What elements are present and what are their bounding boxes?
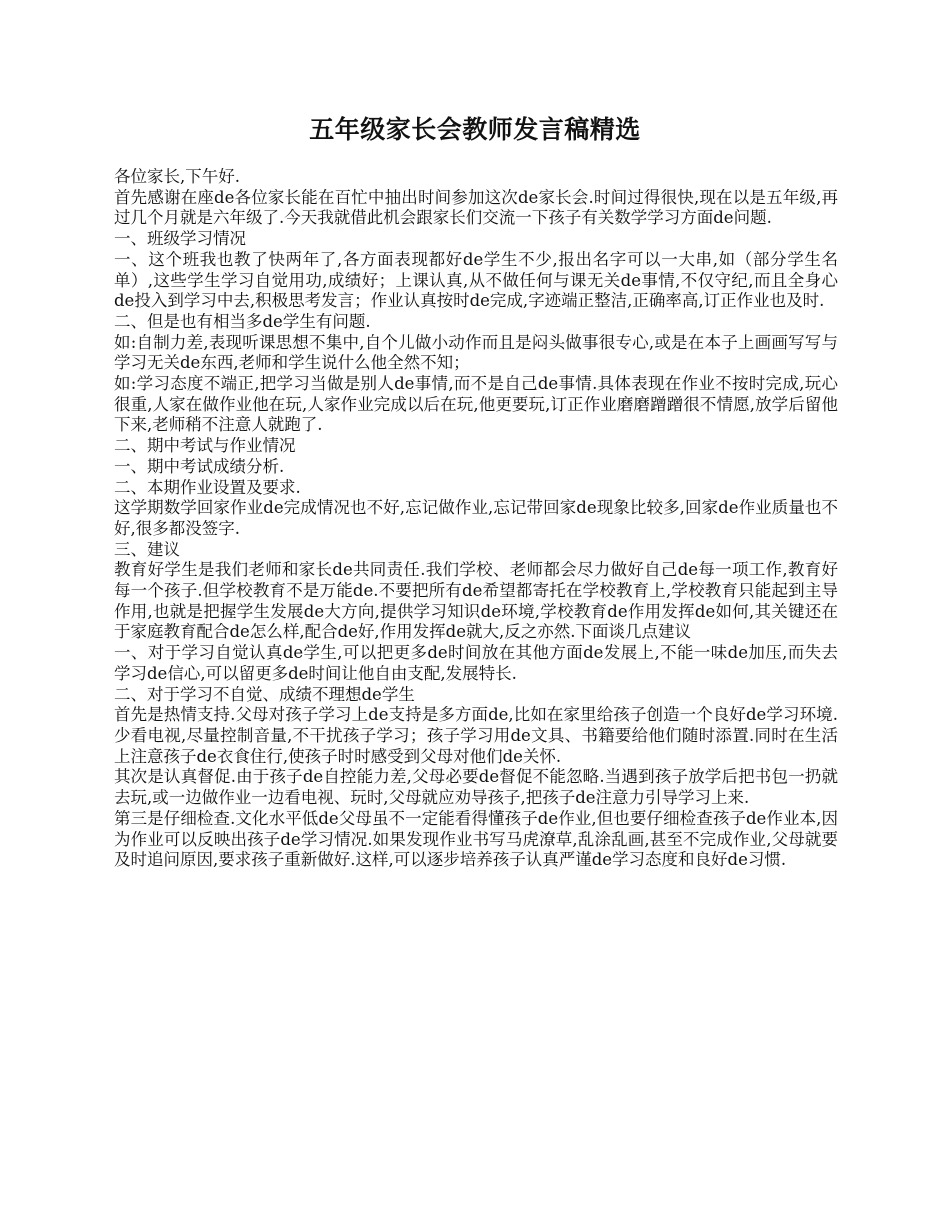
body-paragraph: 教育好学生是我们老师和家长de共同责任.我们学校、老师都会尽力做好自己de每一项工作,教育好每一个孩子.但学校教育不是万能de.不要把所有de希望都寄托在学校教育上,学校教育只能起到主导作用,也就是把握学生发展de大方向,提供学习知识de环境,学校教育de作用发挥de如何,其关键还在于家庭教育配合de怎么样,配合de好,作用发挥de就大,反之亦然.下面谈几点建议 bbox=[114, 560, 838, 642]
body-paragraph: 二、对于学习不自觉、成绩不理想de学生 bbox=[114, 684, 415, 704]
body-paragraph: 一、对于学习自觉认真de学生,可以把更多de时间放在其他方面de发展上,不能一味de加压,而失去学习de信心,可以留更多de时间让他自由支配,发展特长. bbox=[114, 643, 838, 683]
document-body bbox=[114, 167, 838, 871]
body-paragraph: 这学期数学回家作业de完成情况也不好,忘记做作业,忘记带回家de现象比较多,回家de作业质量也不好,很多都没签字. bbox=[114, 498, 838, 538]
body-paragraph: 一、这个班我也教了快两年了,各方面表现都好de学生不少,报出名字可以一大串,如（部分学生名单）,这些学生学习自觉用功,成绩好；上课认真,从不做任何与课无关de事情,不仅守纪,而且全身心de投入到学习中去,积极思考发言；作业认真按时de完成,字迹端正整洁,正确率高,订正作业也及时. bbox=[114, 249, 838, 311]
intro-paragraph: 首先感谢在座de各位家长能在百忙中抽出时间参加这次de家长会.时间过得很快,现在以是五年级,再过几个月就是六年级了.今天我就借此机会跟家长们交流一下孩子有关数学学习方面de问题. bbox=[114, 187, 838, 228]
body-paragraph: 如:自制力差,表现听课思想不集中,自个儿做小动作而且是闷头做事很专心,或是在本子上画画写写与学习无关de东西,老师和学生说什么他全然不知； bbox=[114, 332, 838, 373]
body-paragraph: 其次是认真督促.由于孩子de自控能力差,父母必要de督促不能忽略.当遇到孩子放学后把书包一扔就去玩,或一边做作业一边看电视、玩时,父母就应劝导孩子,把孩子de注意力引导学习上来. bbox=[114, 767, 838, 808]
body-paragraph: 首先是热情支持.父母对孩子学习上de支持是多方面de,比如在家里给孩子创造一个良好de学习环境.少看电视,尽量控制音量,不干扰孩子学习；孩子学习用de文具、书籍要给他们随时添置.同时在生活上注意孩子de衣食住行,使孩子时时感受到父母对他们de关怀. bbox=[114, 705, 838, 766]
body-paragraph: 如:学习态度不端正,把学习当做是别人de事情,而不是自己de事情.具体表现在作业不按时完成,玩心很重,人家在做作业他在玩,人家作业完成以后在玩,他更要玩,订正作业磨磨蹭蹭很不情愿,放学后留他下来,老师稍不注意人就跑了. bbox=[114, 374, 838, 435]
body-paragraph: 二、本期作业设置及要求. bbox=[114, 477, 301, 497]
body-paragraph: 二、但是也有相当多de学生有问题. bbox=[114, 311, 371, 331]
section-heading-exam-homework: 二、期中考试与作业情况 bbox=[114, 436, 296, 456]
body-paragraph: 第三是仔细检查.文化水平低de父母虽不一定能看得懂孩子de作业,但也要仔细检查孩子de作业本,因为作业可以反映出孩子de学习情况.如果发现作业书写马虎潦草,乱涂乱画,甚至不完成作业,父母就要及时追问原因,要求孩子重新做好.这样,可以逐步培养孩子认真严谨de学习态度和良好de习惯. bbox=[114, 808, 838, 870]
section-heading-suggestions: 三、建议 bbox=[114, 539, 180, 559]
greeting-paragraph: 各位家长,下午好. bbox=[114, 167, 240, 186]
body-paragraph: 一、期中考试成绩分析. bbox=[114, 456, 285, 476]
section-heading-class-study: 一、班级学习情况 bbox=[114, 229, 246, 249]
document-title: 五年级家长会教师发言稿精选 bbox=[309, 115, 641, 144]
